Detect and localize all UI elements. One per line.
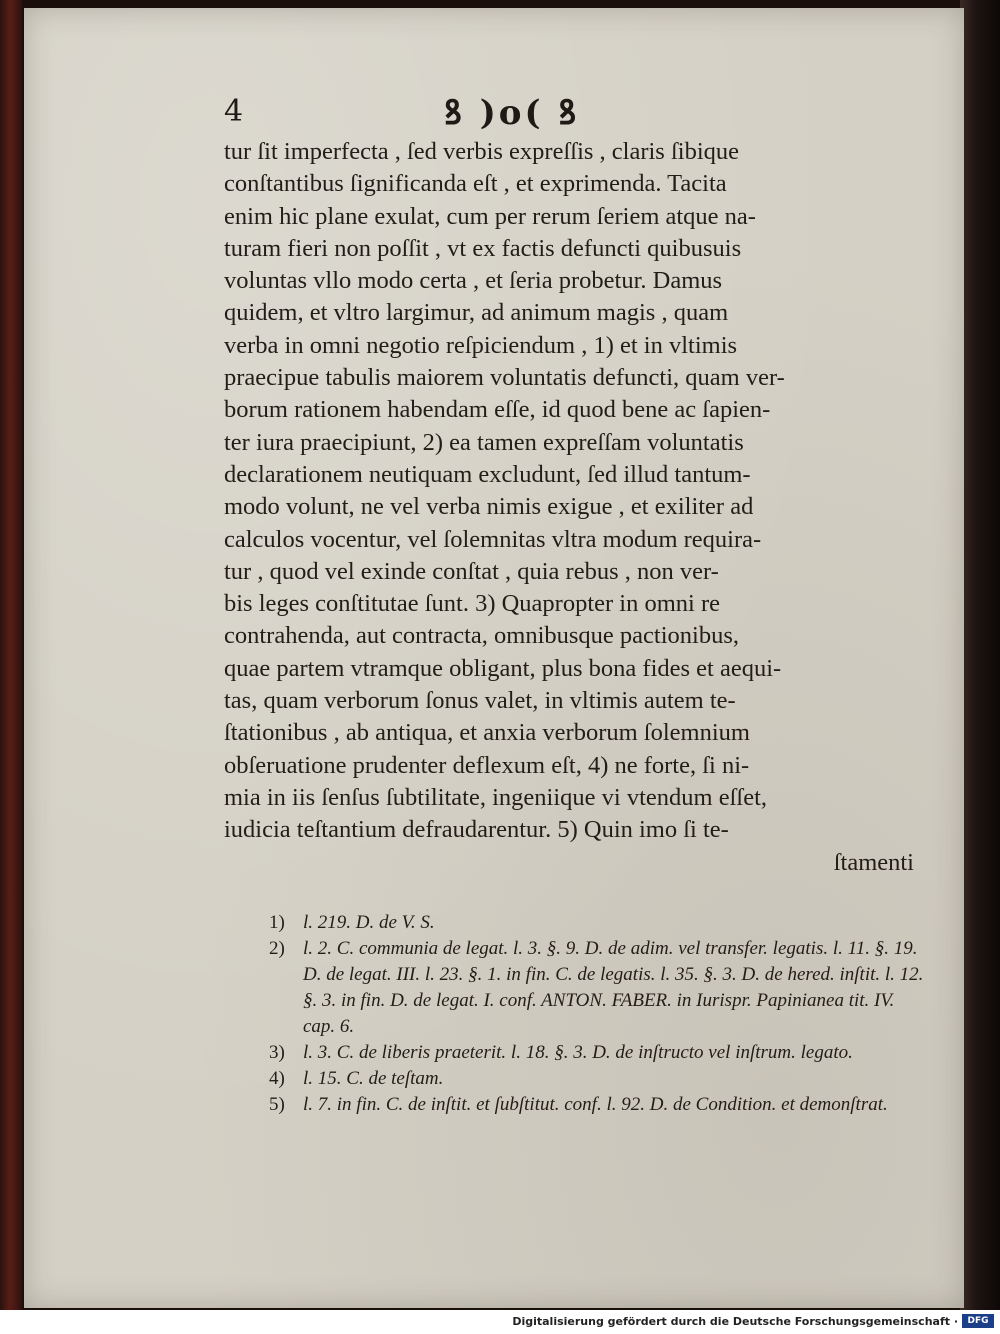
text-line: praecipue tabulis maiorem voluntatis defuncti, quam ver- <box>224 364 785 392</box>
footnote <box>269 1066 929 1092</box>
binding-edge-right <box>960 0 1000 1310</box>
binding-edge-left <box>0 0 22 1310</box>
footnotes <box>269 910 929 1118</box>
footnote-number: 3) <box>269 1042 285 1063</box>
text-line: tas, quam verborum ſonus valet, in vltimis autem te- <box>224 687 736 715</box>
page-number: 4 <box>224 94 244 129</box>
text-line: tur ſit imperfecta , ſed verbis expreſſis , claris ſibique <box>224 138 740 165</box>
text-line: ſtationibus , ab antiqua, et anxia verborum ſolemnium <box>224 719 750 747</box>
text-line: conſtantibus ſignificanda eſt , et exprimenda. Tacita <box>224 170 727 198</box>
text-line: verba in omni negotio reſpiciendum , 1) et in vltimis <box>224 331 738 359</box>
text-line: quidem, et vltro largimur, ad animum magis , quam <box>224 299 729 327</box>
footnote-text: l. 3. C. de liberis praeterit. l. 18. §. 3. D. de inſtructo vel inſtrum. legato. <box>303 1042 853 1063</box>
footnote-number: 5) <box>269 1094 285 1115</box>
footnote <box>269 1040 929 1066</box>
text-line: ſtamenti <box>833 848 914 876</box>
footnote-number: 4) <box>269 1068 285 1089</box>
footnote-number: 2) <box>269 938 285 959</box>
footnote-text: l. 2. C. communia de legat. l. 3. §. 9. D. de adim. vel transfer. legatis. l. 11. §. 19. D. de legat. III. l. 23. §. 1. in fin. C. de legatis. l. 35. §. 3. D. de hered. inſtit. l. 12. §. 3. in fin. D. de legat. I. conf. ANTON. FABER. in Iurispr. Papinianea tit. IV. cap. 6. <box>303 938 924 1037</box>
footnote-text: l. 219. D. de V. S. <box>303 912 435 933</box>
text-line: ter iura praecipiunt, 2) ea tamen expreſſam voluntatis <box>224 428 744 456</box>
text-line: quae partem vtramque obligant, plus bona fides et aequi- <box>224 654 782 682</box>
running-head: ꝸ )o( ꝸ <box>444 93 580 133</box>
text-line: voluntas vllo modo certa , et ſeria probetur. Damus <box>224 267 723 295</box>
funding-credit: Digitalisierung gefördert durch die Deutsche Forschungsgemeinschaft · <box>512 1315 958 1328</box>
text-line: bis leges conſtitutae ſunt. 3) Quapropter in omni re <box>224 590 721 618</box>
footnote <box>269 1092 929 1118</box>
text-line: mia in iis ſenſus ſubtilitate, ingeniique vi vtendum eſſet, <box>224 783 767 811</box>
main-text <box>224 136 914 879</box>
text-line: borum rationem habendam eſſe, id quod bene ac ſapien- <box>224 396 771 424</box>
footer-bar <box>0 1310 1000 1334</box>
footnote-text: l. 15. C. de teſtam. <box>303 1068 444 1089</box>
dfg-logo-icon: DFG <box>962 1314 994 1328</box>
footnote-text: l. 7. in fin. C. de inſtit. et ſubſtitut. conf. l. 92. D. de Condition. et demonſtrat. <box>303 1094 888 1115</box>
text-line: obſeruatione prudenter deflexum eſt, 4) ne forte, ſi ni- <box>224 751 750 779</box>
footnote <box>269 936 929 1040</box>
text-line: iudicia teſtantium defraudarentur. 5) Quin imo ſi te- <box>224 816 729 844</box>
text-line: calculos vocentur, vel ſolemnitas vltra modum requira- <box>224 525 762 553</box>
text-line: contrahenda, aut contracta, omnibusque pactionibus, <box>224 622 740 650</box>
page-header <box>24 88 964 138</box>
book-page <box>24 8 964 1308</box>
footnote-number: 1) <box>269 912 285 933</box>
text-line: enim hic plane exulat, cum per rerum ſeriem atque na- <box>224 202 756 230</box>
footnote <box>269 910 929 936</box>
text-line: modo volunt, ne vel verba nimis exigue , et exiliter ad <box>224 493 754 521</box>
text-line: tur , quod vel exinde conſtat , quia rebus , non ver- <box>224 557 719 585</box>
text-line: turam fieri non poſſit , vt ex factis defuncti quibusuis <box>224 234 742 262</box>
text-line: declarationem neutiquam excludunt, ſed illud tantum- <box>224 460 751 488</box>
